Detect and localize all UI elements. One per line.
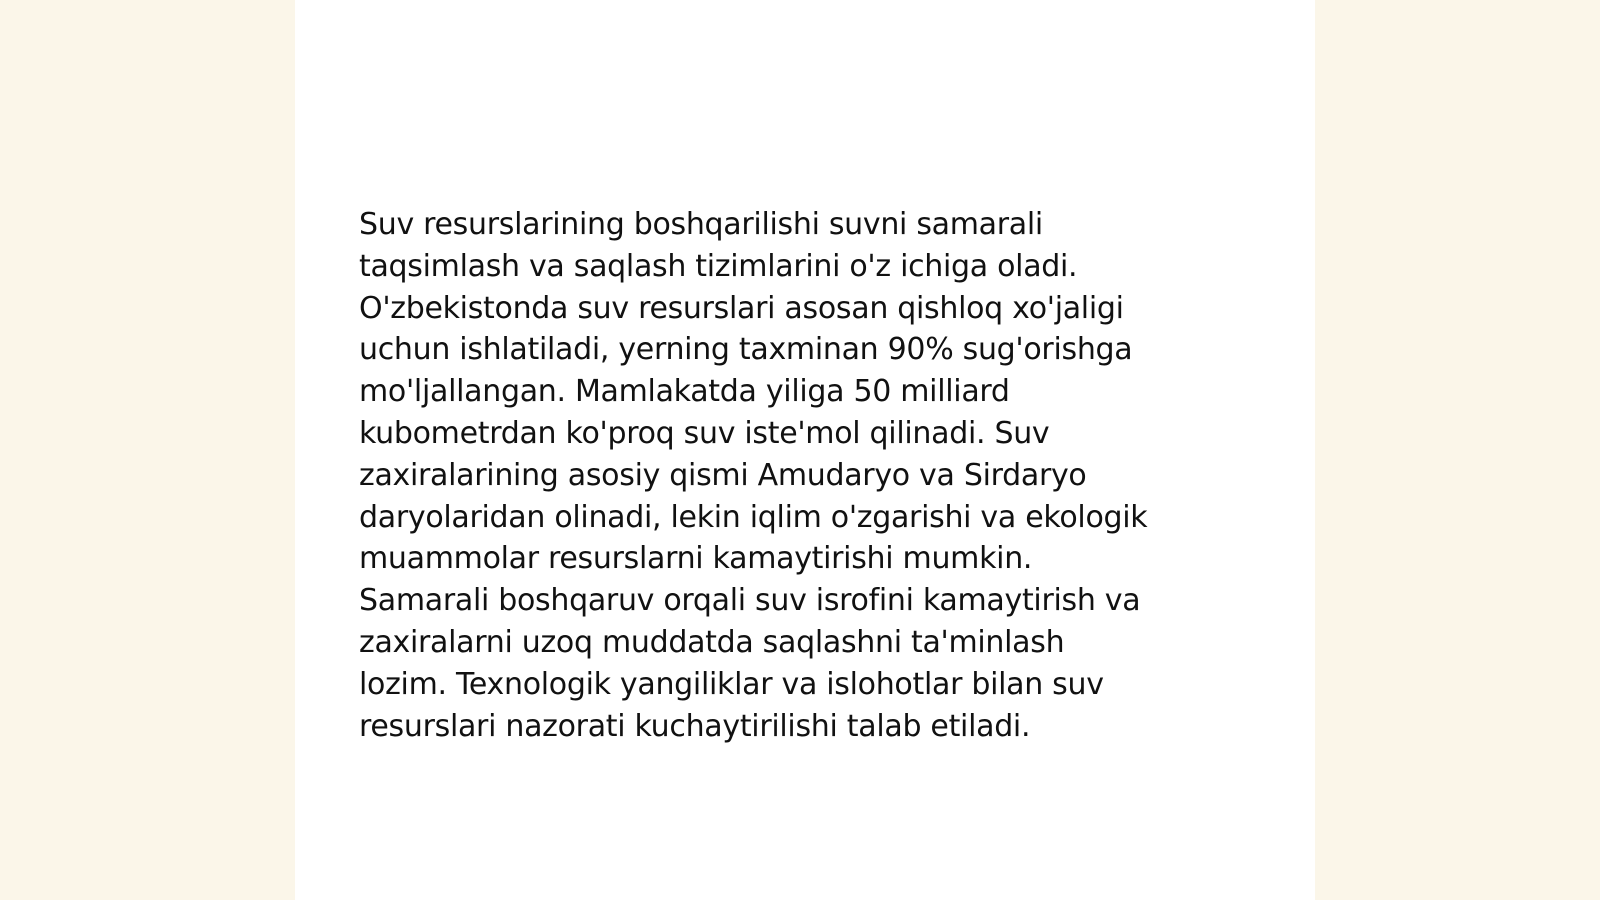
left-margin-panel bbox=[0, 0, 295, 900]
document-page bbox=[295, 0, 1315, 900]
right-margin-panel bbox=[1305, 0, 1600, 900]
body-paragraph: Suv resurslarining boshqarilishi suvni samarali taqsimlash va saqlash tizimlarini o'z ichiga oladi. O'zbekistonda suv resurslari asosan qishloq xo'jaligi uchun ishlatiladi, yerning taxminan 90% sug'orishga mo'ljallangan. Mamlakatda yiliga 50 milliard kubometrdan ko'proq suv iste'mol qilinadi. Suv zaxiralarining asosiy qismi Amudaryo va Sirdaryo daryolaridan olinadi, lekin iqlim o'zgarishi va ekologik muammolar resurslarni kamaytirishi mumkin. Samarali boshqaruv orqali suv isrofini kamaytirish va zaxiralarni uzoq muddatda saqlashni ta'minlash lozim. Texnologik yangiliklar va islohotlar bilan suv resurslari nazorati kuchaytirilishi talab etiladi. bbox=[359, 207, 1148, 744]
